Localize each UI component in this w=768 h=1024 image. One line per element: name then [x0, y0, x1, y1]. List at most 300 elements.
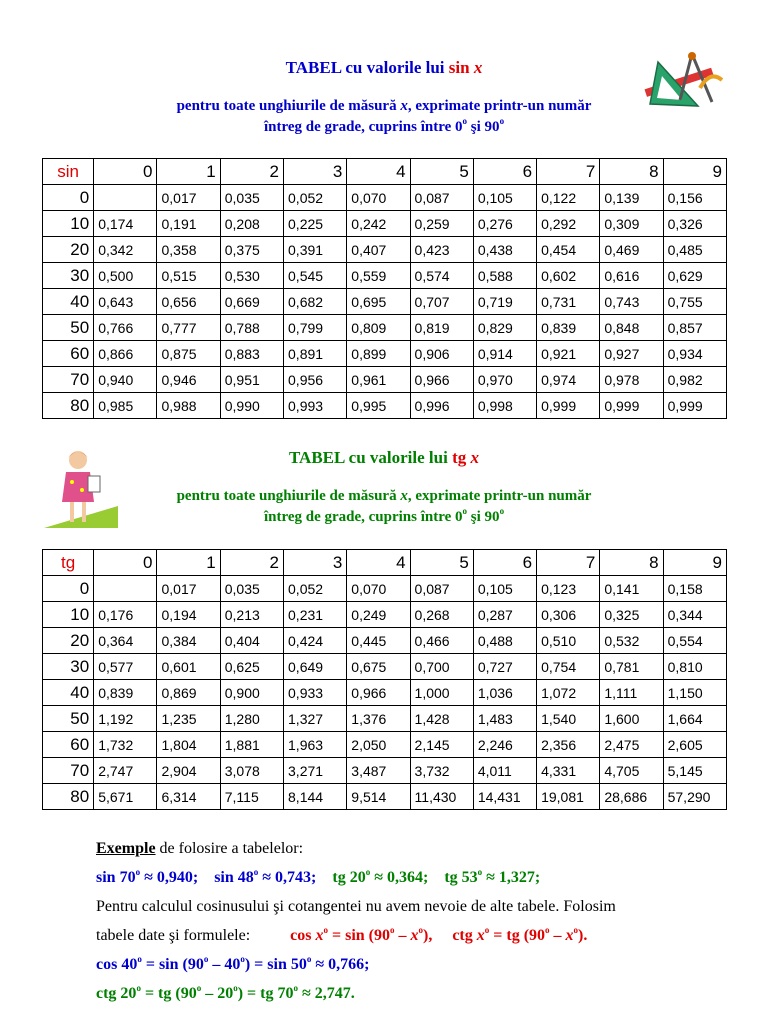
table-cell: 0,656 — [157, 289, 220, 315]
column-header: 8 — [600, 550, 663, 576]
table-cell: 0,545 — [284, 263, 347, 289]
table-cell: 0,883 — [220, 341, 283, 367]
table-cell: 0,156 — [663, 185, 726, 211]
example-text: o — [137, 954, 142, 964]
example-text: ≈ 0,766; — [311, 956, 370, 973]
tg-table-subtitle: pentru toate unghiurile de măsură x, exprimate printr-un număr întreg de grade, cuprins între 0$^o$ şi 90$^o$ — [176, 488, 592, 525]
table-cell: 0,194 — [157, 602, 220, 628]
table-cell: 0,287 — [473, 602, 536, 628]
example-text: o — [323, 925, 328, 935]
column-header: 9 — [663, 159, 726, 185]
row-header: 50 — [43, 315, 94, 341]
table-cell: 2,904 — [157, 758, 220, 784]
row-header: 30 — [43, 654, 94, 680]
table-cell: 0,940 — [94, 367, 157, 393]
example-text: o — [390, 925, 395, 935]
table-cell: 0,966 — [347, 680, 410, 706]
example-text: x — [410, 927, 419, 944]
table-cell: 0,174 — [94, 211, 157, 237]
table-cell: 1,150 — [663, 680, 726, 706]
table-cell — [94, 576, 157, 602]
table-cell: 0,309 — [600, 211, 663, 237]
table-cell: 9,514 — [347, 784, 410, 810]
table-row — [43, 602, 727, 628]
table-cell: 0,974 — [537, 367, 600, 393]
table-cell: 0,588 — [473, 263, 536, 289]
table-cell: 0,754 — [537, 654, 600, 680]
column-header: 6 — [473, 550, 536, 576]
table-cell: 0,276 — [473, 211, 536, 237]
table-cell: 0,669 — [220, 289, 283, 315]
table-cell: 0,191 — [157, 211, 220, 237]
example-text: = tg (90 — [140, 985, 197, 1002]
table-cell: 0,384 — [157, 628, 220, 654]
table-cell: 1,000 — [410, 680, 473, 706]
table-cell: 2,356 — [537, 732, 600, 758]
geometry-tools-icon — [640, 50, 726, 116]
table-cell: 0,391 — [284, 237, 347, 263]
example-text: – 40 — [208, 956, 241, 973]
table-cell: 2,246 — [473, 732, 536, 758]
column-header: 3 — [284, 550, 347, 576]
example-text: o — [545, 925, 550, 935]
table-cell: 2,145 — [410, 732, 473, 758]
table-cell: 0,809 — [347, 315, 410, 341]
table-cell: 0,123 — [537, 576, 600, 602]
examples-line-5 — [96, 983, 736, 1004]
example-text: = sin (90 — [327, 927, 390, 944]
table-cell: 19,081 — [537, 784, 600, 810]
table-cell: 0,559 — [347, 263, 410, 289]
table-cell: 0,933 — [284, 680, 347, 706]
column-header: 2 — [220, 550, 283, 576]
example-text: = tg (90 — [489, 927, 546, 944]
table-row — [43, 654, 727, 680]
example-text: o — [253, 867, 259, 877]
table-row — [43, 680, 727, 706]
table-cell: 1,111 — [600, 680, 663, 706]
column-header: 1 — [157, 159, 220, 185]
table-cell: 0,035 — [220, 576, 283, 602]
table-cell: 0,961 — [347, 367, 410, 393]
table-cell: 0,819 — [410, 315, 473, 341]
row-header: 0 — [43, 576, 94, 602]
examples-line-4 — [96, 954, 736, 975]
table-cell: 0,485 — [663, 237, 726, 263]
example-text: o — [573, 925, 579, 935]
table-row — [43, 576, 727, 602]
example-text: cos 40 — [96, 956, 138, 973]
table-cell: 0,869 — [157, 680, 220, 706]
table-cell: 0,906 — [410, 341, 473, 367]
example-text: ). — [578, 927, 588, 944]
table-cell: 0,342 — [94, 237, 157, 263]
table-row — [43, 706, 727, 732]
table-cell: 0,707 — [410, 289, 473, 315]
column-header: 7 — [537, 159, 600, 185]
table-cell: 0,649 — [284, 654, 347, 680]
table-cell: 0,900 — [220, 680, 283, 706]
example-text: x — [315, 927, 324, 944]
examples-heading: Exemple de folosire a tabelelor: — [96, 840, 304, 857]
table-cell: 3,271 — [284, 758, 347, 784]
table-cell: 0,306 — [537, 602, 600, 628]
table-cell: 2,605 — [663, 732, 726, 758]
column-header: 0 — [94, 159, 157, 185]
examples-line-3: tabele date şi formulele: $\cos x^o = \sin (90^o - x^o)$, ctg $x^o$ = tg $(90^o - x^o)$. — [96, 925, 588, 944]
table-cell: 0,259 — [410, 211, 473, 237]
table-cell: 0,875 — [157, 341, 220, 367]
table-cell: 0,985 — [94, 393, 157, 419]
row-header: 80 — [43, 393, 94, 419]
example-text: ≈ 0,940; sin 48 — [140, 869, 254, 886]
table-cell: 5,145 — [663, 758, 726, 784]
table-cell: 0,268 — [410, 602, 473, 628]
table-row — [43, 367, 727, 393]
table-cell: 0,515 — [157, 263, 220, 289]
table-cell: 0,927 — [600, 341, 663, 367]
table-cell: 0,601 — [157, 654, 220, 680]
table-cell: 0,213 — [220, 602, 283, 628]
example-text: o — [203, 954, 209, 964]
table-cell: 0,602 — [537, 263, 600, 289]
table-cell: 0,424 — [284, 628, 347, 654]
table-cell: 11,430 — [410, 784, 473, 810]
table-row — [43, 758, 727, 784]
row-header: 60 — [43, 341, 94, 367]
table-cell: 0,070 — [347, 185, 410, 211]
examples-line-1 — [96, 867, 736, 888]
table-corner-cell: sin — [43, 159, 94, 185]
table-cell: 2,747 — [94, 758, 157, 784]
column-header: 5 — [410, 159, 473, 185]
table-cell: 0,921 — [537, 341, 600, 367]
table-cell: 1,540 — [537, 706, 600, 732]
table-cell: 4,331 — [537, 758, 600, 784]
example-text: o — [136, 983, 141, 993]
table-cell: 0,839 — [94, 680, 157, 706]
table-cell: 2,050 — [347, 732, 410, 758]
table-cell: 0,781 — [600, 654, 663, 680]
table-row — [43, 263, 727, 289]
example-text: x — [476, 927, 485, 944]
row-header: 70 — [43, 758, 94, 784]
table-row — [43, 732, 727, 758]
example-text: ), ctg — [423, 927, 477, 944]
table-cell: 0,799 — [284, 315, 347, 341]
table-cell: 0,052 — [284, 576, 347, 602]
table-cell: 0,242 — [347, 211, 410, 237]
teacher-figure-icon — [44, 446, 118, 530]
table-cell: 0,105 — [473, 576, 536, 602]
table-cell: 0,139 — [600, 185, 663, 211]
row-header: 40 — [43, 680, 94, 706]
row-header: 70 — [43, 367, 94, 393]
column-header: 3 — [284, 159, 347, 185]
table-cell: 1,881 — [220, 732, 283, 758]
table-cell: 0,988 — [157, 393, 220, 419]
table-cell: 0,454 — [537, 237, 600, 263]
row-header: 80 — [43, 784, 94, 810]
table-cell: 0,999 — [663, 393, 726, 419]
table-cell: 1,072 — [537, 680, 600, 706]
formulas — [290, 927, 587, 944]
table-cell: 0,755 — [663, 289, 726, 315]
table-row — [43, 628, 727, 654]
table-cell: 0,731 — [537, 289, 600, 315]
row-header: 50 — [43, 706, 94, 732]
table-cell: 0,208 — [220, 211, 283, 237]
table-cell: 0,445 — [347, 628, 410, 654]
table-cell: 4,705 — [600, 758, 663, 784]
column-header: 0 — [94, 550, 157, 576]
table-cell: 8,144 — [284, 784, 347, 810]
table-cell: 0,087 — [410, 185, 473, 211]
sin-table — [42, 158, 727, 419]
table-cell: 0,438 — [473, 237, 536, 263]
table-cell: 0,629 — [663, 263, 726, 289]
table-cell: 0,158 — [663, 576, 726, 602]
table-cell: 0,788 — [220, 315, 283, 341]
example-text: o — [484, 925, 490, 935]
example-text: ≈ 1,327; — [482, 869, 541, 886]
table-cell: 0,999 — [600, 393, 663, 419]
table-cell: 0,532 — [600, 628, 663, 654]
table-cell: 0,891 — [284, 341, 347, 367]
table-cell: 0,675 — [347, 654, 410, 680]
example-text: – — [549, 927, 566, 944]
example-text: ) = tg 70 — [237, 985, 294, 1002]
table-cell: 0,966 — [410, 367, 473, 393]
table-cell: 0,914 — [473, 341, 536, 367]
row-header: 20 — [43, 628, 94, 654]
table-cell: 0,625 — [220, 654, 283, 680]
table-cell: 7,115 — [220, 784, 283, 810]
example-text: tg 20 — [332, 869, 366, 886]
example-text: o — [135, 867, 141, 877]
table-cell: 28,686 — [600, 784, 663, 810]
table-cell: 0,857 — [663, 315, 726, 341]
table-cell: 0,996 — [410, 393, 473, 419]
example-text: ctg 20 — [96, 985, 137, 1002]
sin-func-label: sin — [448, 58, 470, 77]
table-cell: 0,577 — [94, 654, 157, 680]
example-text: o — [477, 867, 483, 877]
example-text: o — [233, 983, 238, 993]
table-cell: 0,682 — [284, 289, 347, 315]
table-cell: 0,017 — [157, 576, 220, 602]
table-cell: 1,804 — [157, 732, 220, 758]
table-cell: 0,990 — [220, 393, 283, 419]
row-header: 10 — [43, 211, 94, 237]
examples-line-2: Pentru calculul cosinusului şi cotangentei nu avem nevoie de alte tabele. Folosim — [96, 898, 616, 915]
table-cell: 4,011 — [473, 758, 536, 784]
table-cell: 0,643 — [94, 289, 157, 315]
example-text: x — [565, 927, 574, 944]
table-cell: 0,325 — [600, 602, 663, 628]
table-cell: 0,999 — [537, 393, 600, 419]
table-cell: 1,732 — [94, 732, 157, 758]
table-corner-cell: tg — [43, 550, 94, 576]
table-cell: 0,700 — [410, 654, 473, 680]
table-cell: 0,358 — [157, 237, 220, 263]
table-cell: 0,404 — [220, 628, 283, 654]
table-cell: 0,995 — [347, 393, 410, 419]
table-cell: 0,510 — [537, 628, 600, 654]
table-cell: 1,327 — [284, 706, 347, 732]
table-cell: 1,376 — [347, 706, 410, 732]
example-text: – — [394, 927, 411, 944]
table-cell: 1,664 — [663, 706, 726, 732]
table-cell: 0,052 — [284, 185, 347, 211]
row-header: 40 — [43, 289, 94, 315]
tg-table — [42, 549, 727, 810]
table-cell: 1,428 — [410, 706, 473, 732]
table-cell: 0,087 — [410, 576, 473, 602]
table-cell: 57,290 — [663, 784, 726, 810]
table-cell: 1,483 — [473, 706, 536, 732]
example-text: o — [196, 983, 202, 993]
table-cell: 1,600 — [600, 706, 663, 732]
table-cell: 0,839 — [537, 315, 600, 341]
table-cell: 0,743 — [600, 289, 663, 315]
table-cell: 0,488 — [473, 628, 536, 654]
table-cell: 0,993 — [284, 393, 347, 419]
table-cell: 0,364 — [94, 628, 157, 654]
example-text: cos — [290, 927, 316, 944]
example-text: = sin (90 — [141, 956, 204, 973]
table-row — [43, 393, 727, 419]
table-cell: 0,695 — [347, 289, 410, 315]
example-text: o — [293, 983, 298, 993]
table-cell: 0,899 — [347, 341, 410, 367]
table-cell: 0,998 — [473, 393, 536, 419]
table-cell: 0,176 — [94, 602, 157, 628]
table-cell: 0,616 — [600, 263, 663, 289]
table-cell: 0,554 — [663, 628, 726, 654]
table-cell: 0,070 — [347, 576, 410, 602]
table-row — [43, 289, 727, 315]
table-cell: 0,766 — [94, 315, 157, 341]
table-cell: 0,848 — [600, 315, 663, 341]
table-cell: 0,375 — [220, 237, 283, 263]
table-cell: 6,314 — [157, 784, 220, 810]
table-header-row — [43, 159, 727, 185]
table-cell — [94, 185, 157, 211]
table-cell: 0,326 — [663, 211, 726, 237]
table-cell: 0,105 — [473, 185, 536, 211]
table-cell: 0,249 — [347, 602, 410, 628]
table-cell: 0,978 — [600, 367, 663, 393]
table-cell: 0,231 — [284, 602, 347, 628]
column-header: 6 — [473, 159, 536, 185]
table-cell: 0,344 — [663, 602, 726, 628]
example-text: ) = sin 50 — [244, 956, 307, 973]
table-cell: 0,292 — [537, 211, 600, 237]
table-cell: 0,423 — [410, 237, 473, 263]
column-header: 4 — [347, 550, 410, 576]
table-cell: 0,574 — [410, 263, 473, 289]
example-text: ≈ 0,743; — [258, 869, 333, 886]
example-text: o — [306, 954, 312, 964]
table-cell: 0,829 — [473, 315, 536, 341]
example-text: o — [365, 867, 371, 877]
table-cell: 0,407 — [347, 237, 410, 263]
row-header: 0 — [43, 185, 94, 211]
table-cell: 0,810 — [663, 654, 726, 680]
tg-table-title: TABEL cu valorile lui tg x — [288, 448, 479, 467]
table-cell: 0,035 — [220, 185, 283, 211]
table-cell: 3,487 — [347, 758, 410, 784]
example-text: o — [418, 925, 423, 935]
table-cell: 0,469 — [600, 237, 663, 263]
column-header: 5 — [410, 550, 473, 576]
table-cell: 1,192 — [94, 706, 157, 732]
table-row — [43, 185, 727, 211]
table-cell: 3,732 — [410, 758, 473, 784]
table-row — [43, 784, 727, 810]
table-row — [43, 341, 727, 367]
table-cell: 0,141 — [600, 576, 663, 602]
row-header: 30 — [43, 263, 94, 289]
table-cell: 0,122 — [537, 185, 600, 211]
row-header: 10 — [43, 602, 94, 628]
column-header: 1 — [157, 550, 220, 576]
table-cell: 0,466 — [410, 628, 473, 654]
table-cell: 0,866 — [94, 341, 157, 367]
table-cell: 0,956 — [284, 367, 347, 393]
tg-func-label: tg — [452, 448, 467, 467]
table-cell: 3,078 — [220, 758, 283, 784]
table-row — [43, 237, 727, 263]
sin-table-title: TABEL cu valorile lui sin x — [285, 58, 483, 77]
table-cell: 0,946 — [157, 367, 220, 393]
table-cell: 1,235 — [157, 706, 220, 732]
example-text: sin 70 — [96, 869, 136, 886]
example-text: – 20 — [201, 985, 234, 1002]
column-header: 7 — [537, 550, 600, 576]
table-row — [43, 315, 727, 341]
table-cell: 0,727 — [473, 654, 536, 680]
table-cell: 0,934 — [663, 341, 726, 367]
table-cell: 1,963 — [284, 732, 347, 758]
table-cell: 0,970 — [473, 367, 536, 393]
table-cell: 1,036 — [473, 680, 536, 706]
table-cell: 14,431 — [473, 784, 536, 810]
example-text: o — [240, 954, 245, 964]
sin-table-subtitle: pentru toate unghiurile de măsură x, exprimate printr-un număr întreg de grade, cuprins între 0$^o$ şi 90$^o$ — [176, 98, 592, 135]
example-text: ≈ 0,364; tg 53 — [370, 869, 478, 886]
table-row — [43, 211, 727, 237]
table-cell: 2,475 — [600, 732, 663, 758]
table-cell: 1,280 — [220, 706, 283, 732]
table-cell: 0,777 — [157, 315, 220, 341]
row-header: 60 — [43, 732, 94, 758]
table-cell: 0,982 — [663, 367, 726, 393]
column-header: 8 — [600, 159, 663, 185]
example-text: ≈ 2,747. — [298, 985, 355, 1002]
table-cell: 0,951 — [220, 367, 283, 393]
table-cell: 0,719 — [473, 289, 536, 315]
table-cell: 0,225 — [284, 211, 347, 237]
row-header: 20 — [43, 237, 94, 263]
table-header-row — [43, 550, 727, 576]
column-header: 9 — [663, 550, 726, 576]
table-cell: 0,017 — [157, 185, 220, 211]
column-header: 2 — [220, 159, 283, 185]
table-cell: 0,530 — [220, 263, 283, 289]
column-header: 4 — [347, 159, 410, 185]
